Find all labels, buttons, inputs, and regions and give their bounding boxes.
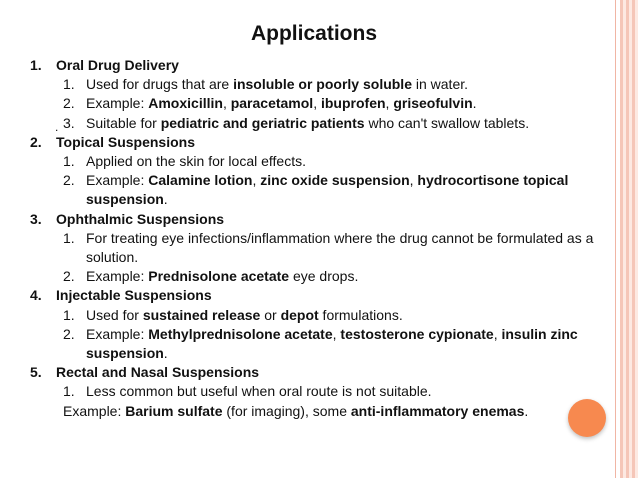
orange-circle-decoration bbox=[568, 399, 606, 437]
item-number: 2. bbox=[63, 268, 75, 285]
text-span: , bbox=[252, 172, 261, 189]
text-span: Example: bbox=[86, 172, 149, 189]
section-title: Topical Suspensions bbox=[56, 133, 195, 150]
text-span: , bbox=[409, 172, 418, 189]
section-number: 1. bbox=[30, 57, 42, 73]
text-span: , bbox=[332, 325, 341, 342]
bold-text: zinc oxide suspension bbox=[260, 172, 410, 189]
text-span: For treating eye infections/inflammation where the drug cannot be formulated as a solution. bbox=[86, 229, 594, 266]
bold-text: Calamine lotion bbox=[148, 172, 253, 189]
list-item bbox=[63, 382, 600, 401]
list-item bbox=[63, 171, 600, 209]
text-span: or bbox=[260, 306, 281, 323]
text-span: Example: bbox=[86, 95, 149, 112]
section-number: 5. bbox=[30, 364, 42, 381]
item-number: 1. bbox=[63, 383, 75, 400]
text-span: , bbox=[313, 95, 321, 112]
section-heading bbox=[30, 286, 600, 305]
bold-text: ibuprofen bbox=[320, 95, 386, 112]
text-span: , bbox=[385, 95, 394, 112]
bold-text: pediatric and geriatric patients bbox=[160, 114, 365, 131]
text-span: in water. bbox=[411, 76, 469, 93]
item-text bbox=[86, 325, 600, 363]
text-span: Used for bbox=[86, 306, 143, 323]
item-text bbox=[86, 306, 600, 325]
text-span: Example: bbox=[86, 325, 149, 342]
slide-title: Applications bbox=[250, 22, 377, 45]
item-number: 3. bbox=[63, 114, 75, 131]
text-span: . bbox=[524, 402, 529, 419]
item-text bbox=[86, 152, 600, 171]
text-span: , bbox=[222, 95, 231, 112]
section-heading bbox=[30, 133, 600, 152]
section-heading bbox=[30, 56, 600, 75]
item-number: 2. bbox=[63, 95, 75, 112]
list-item bbox=[63, 75, 600, 94]
bold-text: depot bbox=[280, 306, 319, 323]
bold-text: Prednisolone acetate bbox=[148, 268, 290, 285]
text-span: who can't swallow tablets. bbox=[364, 114, 530, 131]
section-number: 2. bbox=[30, 133, 42, 150]
bold-text: Methylprednisolone acetate bbox=[148, 325, 333, 342]
item-number: 2. bbox=[63, 325, 75, 342]
bold-text: insulin zinc suspension bbox=[86, 325, 578, 362]
text-span: formulations. bbox=[318, 306, 403, 323]
bold-text: insoluble or poorly soluble bbox=[233, 76, 412, 93]
list-item bbox=[63, 152, 600, 171]
section-heading bbox=[30, 363, 600, 382]
list-item bbox=[63, 325, 600, 363]
item-text bbox=[86, 267, 600, 286]
bold-text: testosterone cypionate bbox=[340, 325, 494, 342]
item-text bbox=[86, 94, 600, 113]
bold-text: sustained release bbox=[142, 306, 261, 323]
applications-list bbox=[30, 56, 600, 421]
item-number: 1. bbox=[63, 306, 75, 323]
section-heading bbox=[30, 210, 600, 229]
item-number: 2. bbox=[63, 172, 75, 189]
bold-text: anti-inflammatory enemas bbox=[350, 402, 525, 419]
item-text bbox=[86, 229, 600, 267]
text-span: Used for drugs that are bbox=[86, 76, 234, 93]
section-title: Injectable Suspensions bbox=[56, 287, 212, 304]
section-number: 4. bbox=[30, 287, 42, 304]
bold-text: Barium sulfate bbox=[125, 402, 223, 419]
section-number: 3. bbox=[30, 210, 42, 227]
item-number: 1. bbox=[63, 153, 75, 170]
bold-text: paracetamol bbox=[230, 95, 314, 112]
text-span: Applied on the skin for local effects. bbox=[86, 153, 306, 170]
list-item bbox=[63, 267, 600, 286]
item-number: 1. bbox=[63, 76, 75, 93]
text-span: Example: bbox=[63, 402, 126, 419]
text-span: Suitable for bbox=[86, 114, 161, 131]
section-title: Ophthalmic Suspensions bbox=[56, 210, 225, 227]
text-span: . bbox=[472, 95, 477, 112]
list-item bbox=[63, 94, 600, 113]
list-item bbox=[63, 229, 600, 267]
bold-text: griseofulvin bbox=[393, 95, 473, 112]
example-note bbox=[63, 402, 600, 421]
item-text bbox=[86, 382, 600, 401]
list-item bbox=[63, 114, 600, 133]
text-span: (for imaging), some bbox=[222, 402, 351, 419]
item-text bbox=[86, 114, 600, 133]
item-text bbox=[86, 75, 600, 94]
text-span: . bbox=[163, 191, 168, 208]
text-span: , bbox=[493, 325, 502, 342]
bold-text: hydrocortisone topical suspension bbox=[86, 172, 569, 208]
decorative-border bbox=[620, 0, 638, 478]
bold-text: Amoxicillin bbox=[148, 95, 223, 112]
section-title: Oral Drug Delivery bbox=[56, 57, 179, 73]
text-span: eye drops. bbox=[289, 268, 359, 285]
item-number: 1. bbox=[63, 229, 75, 246]
text-span: Less common but useful when oral route is not suitable. bbox=[86, 383, 432, 400]
text-span: . bbox=[163, 345, 168, 362]
section-title: Rectal and Nasal Suspensions bbox=[56, 364, 260, 381]
stray-dot: . bbox=[55, 120, 59, 134]
item-text bbox=[86, 171, 600, 209]
text-span: Example: bbox=[86, 268, 149, 285]
list-item bbox=[63, 306, 600, 325]
border-line bbox=[615, 0, 616, 478]
